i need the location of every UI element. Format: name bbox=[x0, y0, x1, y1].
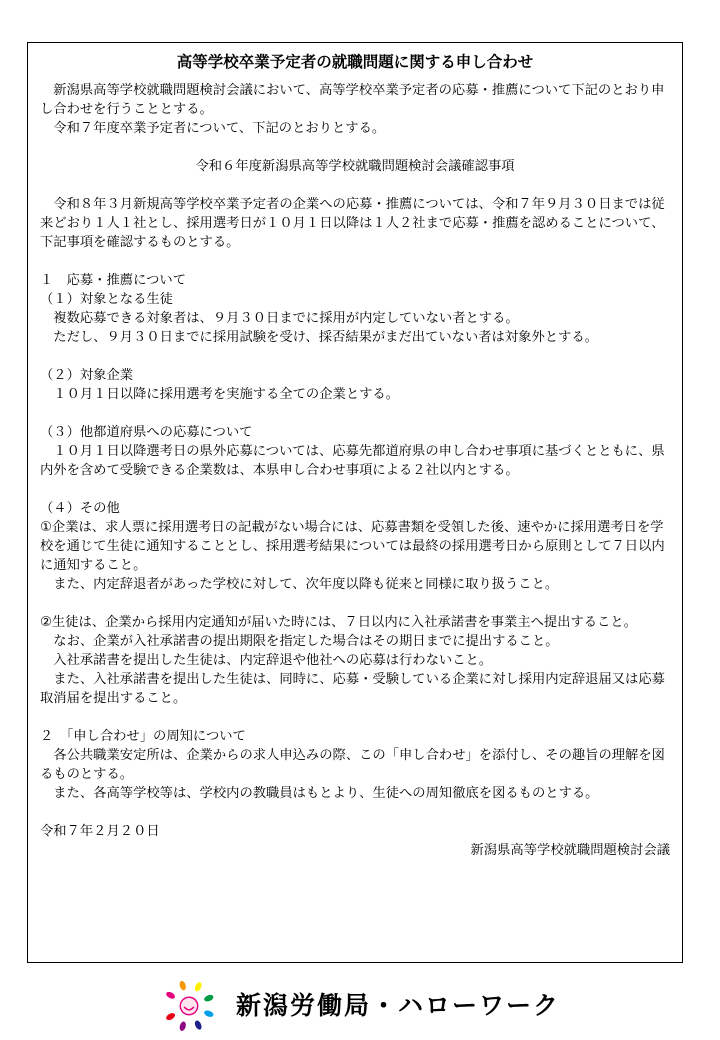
section1-sub1-heading: （１）対象となる生徒 bbox=[40, 292, 173, 307]
preamble-paragraph: 令和８年３月新規高等学校卒業予定者の企業への応募・推薦については、令和７年９月３０日までは従来どおり１人１社とし、採用選考日が１０月１日以降は１人２社まで応募・推薦を認めることについて、下記事項を確認するものとする。 bbox=[40, 197, 665, 250]
logo-petal bbox=[203, 994, 214, 1003]
sub4-item1-para-2: また、内定辞退者があった学校に対して、次年度以降も従来と同様に取り扱うこと。 bbox=[40, 577, 559, 592]
logo-petal bbox=[194, 981, 203, 992]
section2-body-1: 各公共職業安定所は、企業からの求人申込みの際、この「申し合わせ」を添付し、その趣旨の理解を図るものとする。 bbox=[40, 748, 665, 782]
document-date: 令和７年２月２０日 bbox=[40, 824, 160, 839]
section2-body-2: また、各高等学校等は、学校内の教職員はもとより、生徒への周知徹底を図るものとする。 bbox=[40, 786, 599, 801]
document-subtitle: 令和６年度新潟県高等学校就職問題検討会議確認事項 bbox=[195, 159, 515, 174]
hello-work-logo-icon bbox=[160, 975, 218, 1033]
section1-sub2-body: １０月１日以降に採用選考を実施する全ての企業とする。 bbox=[40, 387, 400, 402]
sub4-item2-para-4: また、入社承諾書を提出した生徒は、同時に、応募・受験している企業に対し採用内定辞退届又は応募取消届を提出すること。 bbox=[40, 672, 665, 706]
sub4-item2-para-3: 入社承諾書を提出した生徒は、内定辞退や他社への応募は行わないこと。 bbox=[40, 653, 493, 668]
logo-petal bbox=[179, 980, 187, 991]
section1-sub1-body-1: 複数応募できる対象者は、９月３０日までに採用が内定していない者とする。 bbox=[40, 311, 519, 326]
footer-brand bbox=[160, 975, 620, 1033]
document-frame bbox=[27, 42, 683, 963]
logo-petal bbox=[194, 1019, 203, 1030]
logo-petal bbox=[165, 990, 176, 1000]
sub4-item1-para-1: ①企業は、求人票に採用選考日の記載がない場合には、応募書類を受領した後、速やかに採用選考日を学校を通じて生徒に通知することとし、採用選考結果については最終の採用選考日から原則として７日以内に通知すること。 bbox=[40, 520, 665, 573]
intro-paragraph-1: 新潟県高等学校就職問題検討会議において、高等学校卒業予定者の応募・推薦について下記のとおり申し合わせを行うこととする。 bbox=[40, 83, 665, 117]
document-title: 高等学校卒業予定者の就職問題に関する申し合わせ bbox=[176, 53, 534, 71]
section1-heading: １ 応募・推薦について bbox=[40, 273, 186, 288]
document-issuer: 新潟県高等学校就職問題検討会議 bbox=[470, 843, 670, 858]
logo-petal bbox=[179, 1021, 187, 1032]
section2-heading: ２ 「申し合わせ」の周知について bbox=[40, 729, 246, 744]
logo-petal bbox=[165, 1012, 176, 1022]
section1-sub4-heading: （４）その他 bbox=[40, 501, 120, 516]
logo-petal bbox=[203, 1009, 214, 1018]
brand-name: 新潟労働局・ハローワーク bbox=[236, 991, 561, 1020]
sub4-item2-para-2: なお、企業が入社承諾書の提出期限を指定した場合はその期日までに提出すること。 bbox=[40, 634, 559, 649]
section1-sub3-heading: （３）他都道府県への応募について bbox=[40, 425, 253, 440]
section1-sub3-body: １０月１日以降選考日の県外応募については、応募先都道府県の申し合わせ事項に基づくとともに、県内外を含めて受験できる企業数は、本県申し合わせ事項による２社以内とする。 bbox=[40, 444, 665, 478]
intro-paragraph-2: 令和７年度卒業予定者について、下記のとおりとする。 bbox=[40, 121, 386, 136]
section1-sub2-heading: （２）対象企業 bbox=[40, 368, 134, 383]
sub4-item2-para-1: ②生徒は、企業から採用内定通知が届いた時には、７日以内に入社承諾書を事業主へ提出すること。 bbox=[40, 615, 637, 630]
section1-sub1-body-2: ただし、９月３０日までに採用試験を受け、採否結果がまだ出ていない者は対象外とする。 bbox=[40, 330, 598, 345]
